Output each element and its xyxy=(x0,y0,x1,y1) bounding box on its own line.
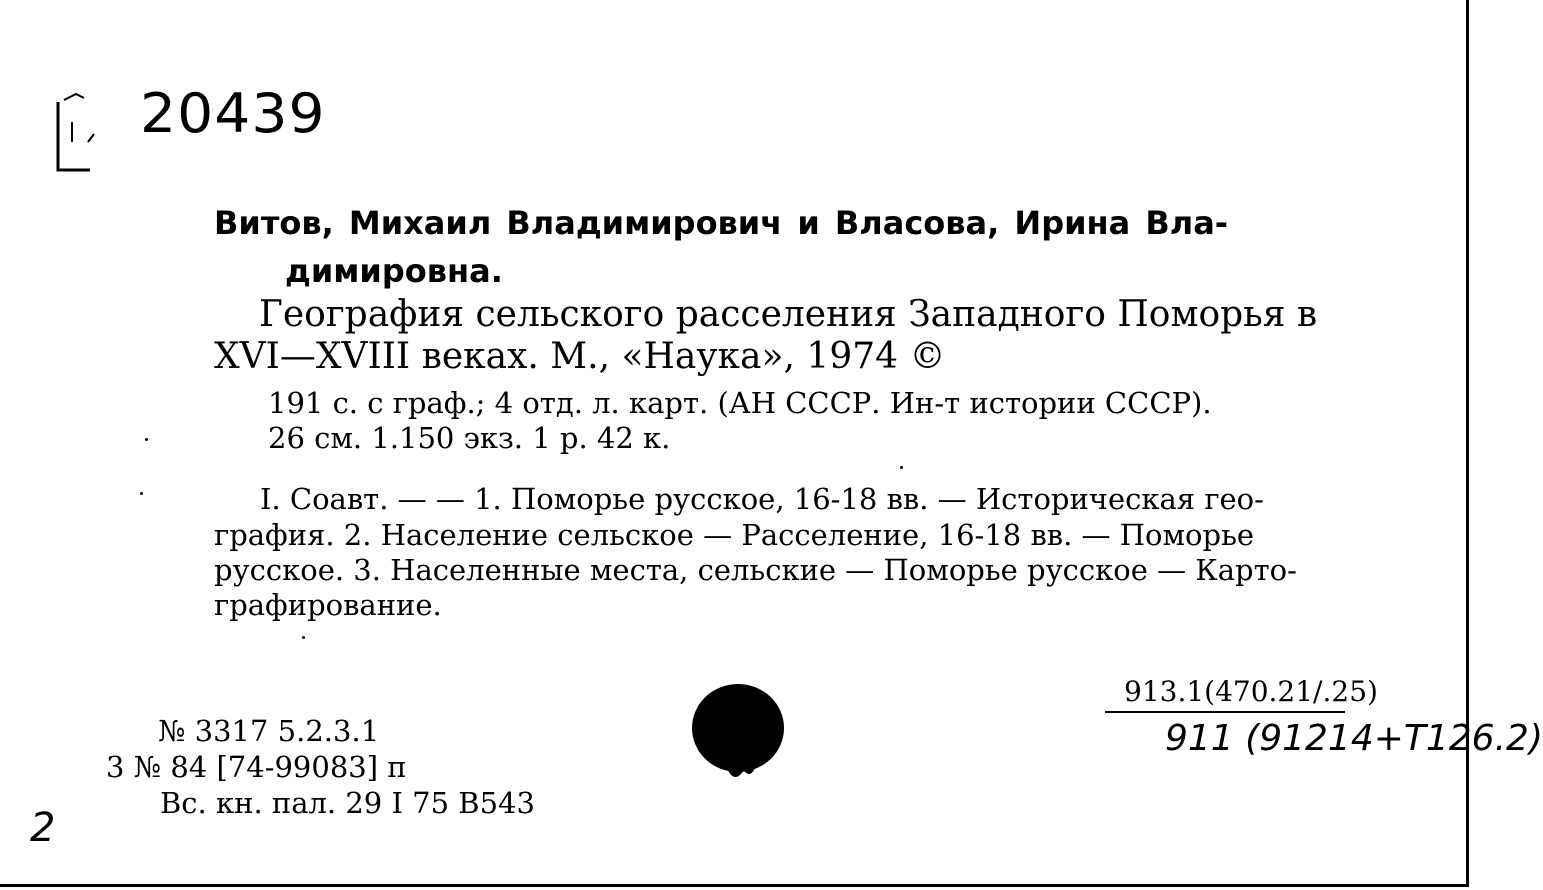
speck xyxy=(145,438,148,441)
speck xyxy=(900,466,903,469)
title-line-2: XVI—XVIII веках. М., «Наука», 1974 © xyxy=(214,336,946,377)
physical-description-line-1: 191 с. с граф.; 4 отд. л. карт. (АН СССР. Ин-т истории СССР). xyxy=(268,386,1212,420)
authors-line-2: димировна. xyxy=(285,252,503,290)
subjects-line-2: графия. 2. Население сельское — Расселение, 16-18 вв. — Поморье xyxy=(214,518,1255,552)
speck xyxy=(302,636,305,639)
stamp-mark xyxy=(50,82,98,177)
classification-code: 913.1(470.21/.25) xyxy=(1124,675,1378,708)
order-number-line-3: Вс. кн. пал. 29 I 75 В543 xyxy=(160,786,535,820)
speck xyxy=(140,492,143,495)
inventory-number: 20439 xyxy=(140,82,326,145)
physical-description-line-2: 26 см. 1.150 экз. 1 р. 42 к. xyxy=(268,421,671,455)
handwritten-classification: 911 (91214+Т126.2) xyxy=(1165,718,1543,759)
order-number-line-1: № 3317 5.2.3.1 xyxy=(158,714,380,748)
subjects-line-3: русское. 3. Населенные места, сельские — Поморье русское — Карто- xyxy=(214,553,1297,587)
order-number-line-2: 3 № 84 [74-99083] п xyxy=(106,750,407,784)
handwritten-mark: 2 xyxy=(30,805,56,851)
title-line-1: География сельского расселения Западного Поморья в xyxy=(259,294,1318,335)
authors-line-1: Витов, Михаил Владимирович и Власова, Ирина Вла- xyxy=(214,204,1229,242)
subjects-line-4: графирование. xyxy=(214,588,442,622)
classification-underline xyxy=(1105,711,1345,713)
ink-blot xyxy=(690,682,786,788)
subjects-line-1: I. Соавт. — — 1. Поморье русское, 16-18 вв. — Историческая гео- xyxy=(260,482,1264,516)
